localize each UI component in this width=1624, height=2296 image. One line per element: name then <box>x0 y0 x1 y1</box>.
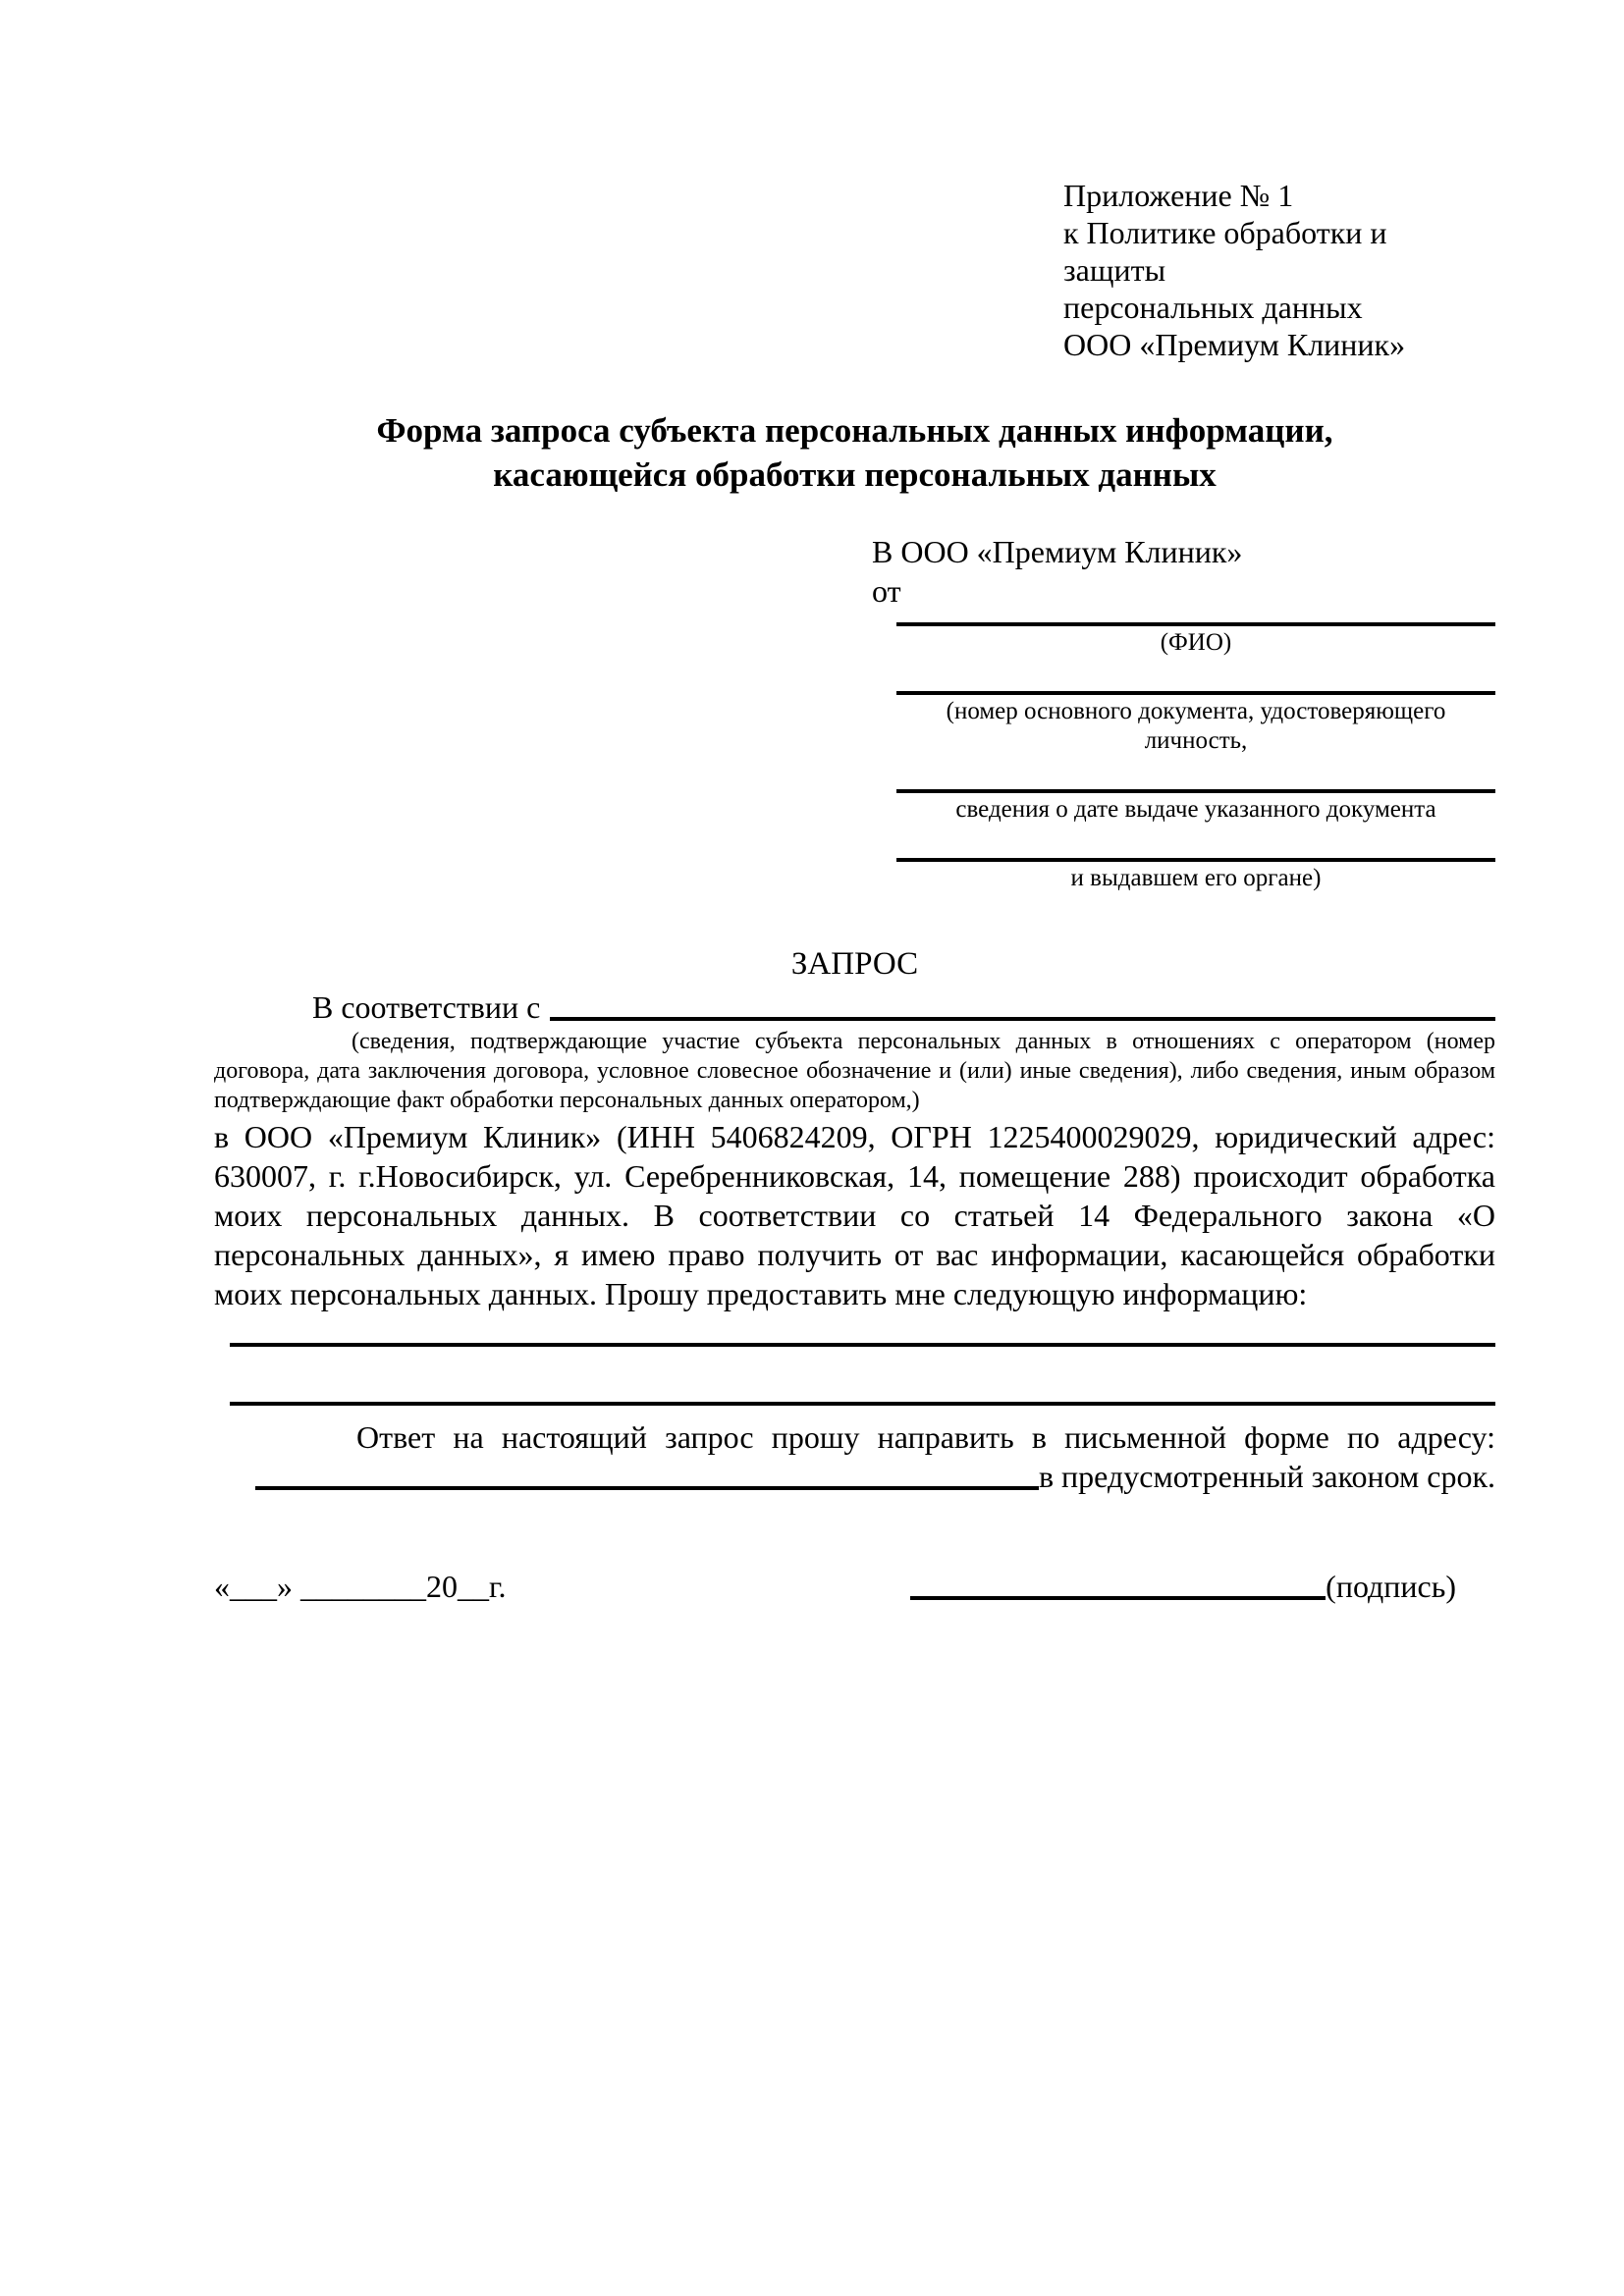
issue-date-caption: сведения о дате выдаче указанного документа <box>955 796 1436 823</box>
addressee-from-label: от <box>872 573 901 609</box>
appendix-line-2: к Политике обработки и защиты <box>1063 215 1387 288</box>
addressee-to: В ООО «Премиум Клиник» <box>872 534 1243 569</box>
document-title <box>214 408 1495 497</box>
title-line-1: Форма запроса субъекта персональных данных информации, <box>376 411 1333 450</box>
reply-tail-text: в предусмотренный законом срок. <box>1038 1459 1495 1494</box>
reply-paragraph: Ответ на настоящий запрос прошу направить в письменной форме по адресу: <box>356 1419 1495 1455</box>
appendix-line-4: ООО «Премиум Клиник» <box>1063 327 1406 362</box>
address-input-line <box>255 1486 1039 1490</box>
basis-lead-text: В соответствии с <box>312 989 541 1025</box>
signature-caption: (подпись) <box>1326 1569 1456 1604</box>
document-number-field <box>896 691 1495 756</box>
appendix-line-1: Приложение № 1 <box>1063 178 1294 213</box>
info-blank-line-2 <box>230 1402 1495 1406</box>
address-line <box>214 1457 1495 1496</box>
info-blank-line-1 <box>230 1343 1495 1347</box>
addressee-block <box>214 532 1495 893</box>
issuing-authority-field <box>896 858 1495 893</box>
issuing-authority-caption: и выдавшем его органе) <box>1070 865 1322 891</box>
issue-date-field <box>896 789 1495 825</box>
signature-row <box>214 1567 1456 1606</box>
basis-input-line <box>550 1017 1495 1021</box>
document-number-caption: (номер основного документа, удостоверяющего личность, <box>946 698 1446 754</box>
request-body: в ООО «Премиум Клиник» (ИНН 5406824209, ОГРН 1225400029029, юридический адрес: 630007, г. г.Новосибирск, ул. Серебренниковская, 14, помещение 288) происходит обработка моих персональных данных. В соответствии со статьей 14 Федерального закона «О персональных данных», я имею право получить от вас информации, касающейся обработки моих персональных данных. Прошу предоставить мне следующую информацию: <box>214 1119 1495 1311</box>
basis-line <box>214 988 1495 1027</box>
title-line-2: касающейся обработки персональных данных <box>493 455 1217 494</box>
basis-note: (сведения, подтверждающие участие субъекта персональных данных в отношениях с оператором (номер договора, дата заключения договора, условное словесное обозначение и (или) иные сведения), либо сведения, иным образом подтверждающие факт обработки персональных данных оператором,) <box>214 1029 1495 1113</box>
request-heading: ЗАПРОС <box>790 946 919 982</box>
signature-input-line <box>910 1596 1326 1600</box>
fio-field <box>896 622 1495 658</box>
date-field: «___» ________20__г. <box>214 1569 507 1604</box>
appendix-header <box>1063 177 1495 363</box>
appendix-line-3: персональных данных <box>1063 290 1363 325</box>
fio-caption: (ФИО) <box>1160 629 1232 656</box>
